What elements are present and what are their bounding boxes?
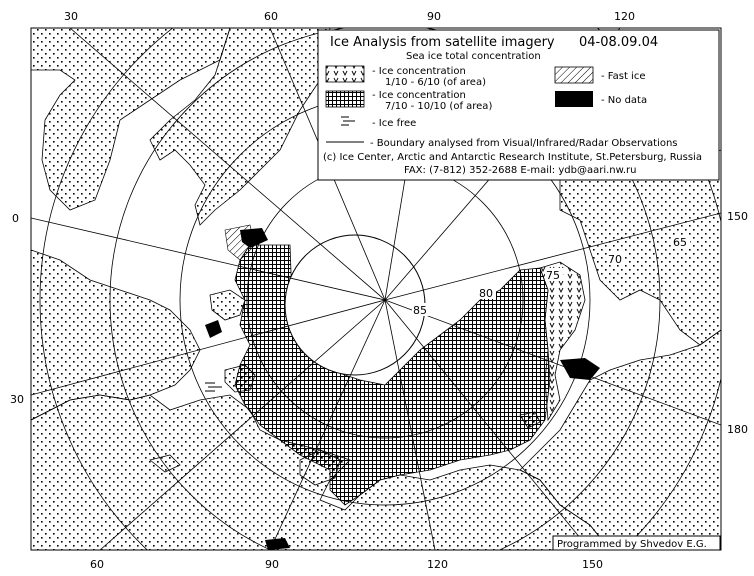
lon-top-30: 30 <box>64 10 78 23</box>
legend-contact: FAX: (7-812) 352-2688 E-mail: ydb@aari.nw.ru <box>404 165 637 176</box>
legend-fast-ice: - Fast ice <box>601 71 646 82</box>
legend-subtitle: Sea ice total concentration <box>406 51 541 62</box>
legend-swatch-fast-ice <box>555 67 593 83</box>
lon-left-30: 30 <box>10 393 24 406</box>
lon-top-120: 120 <box>614 10 635 23</box>
footer-credit: Programmed by Shvedov E.G. <box>557 539 707 550</box>
lat-label-85: 85 <box>413 304 427 317</box>
pole-circle <box>285 235 425 375</box>
legend-swatch-low <box>326 66 364 82</box>
lon-right-150: 150 <box>727 210 748 223</box>
legend-conc-low-line2: 1/10 - 6/10 (of area) <box>385 77 486 88</box>
legend <box>318 30 719 180</box>
lon-left-0: 0 <box>12 212 19 225</box>
lat-label-80: 80 <box>479 287 493 300</box>
lon-bottom-60: 60 <box>90 558 104 571</box>
lon-bottom-150: 150 <box>582 558 603 571</box>
legend-credit: (c) Ice Center, Arctic and Antarctic Research Institute, St.Petersburg, Russia <box>323 152 702 163</box>
legend-title: Ice Analysis from satellite imagery <box>330 35 555 50</box>
lon-right-180: 180 <box>727 423 748 436</box>
lat-label-65: 65 <box>673 236 687 249</box>
legend-no-data: - No data <box>601 95 648 106</box>
lon-bottom-120: 120 <box>427 558 448 571</box>
legend-conc-high-line2: 7/10 - 10/10 (of area) <box>385 101 493 112</box>
lat-label-70: 70 <box>608 253 622 266</box>
legend-ice-free: - Ice free <box>372 118 417 129</box>
footer <box>553 536 720 550</box>
legend-date: 04-08.09.04 <box>579 35 659 50</box>
lon-top-90: 90 <box>427 10 441 23</box>
legend-swatch-high <box>326 91 364 107</box>
lat-label-75: 75 <box>546 269 560 282</box>
lon-top-60: 60 <box>264 10 278 23</box>
legend-boundary: - Boundary analysed from Visual/Infrared/Radar Observations <box>370 138 678 149</box>
legend-conc-low-line1: - Ice concentration <box>372 66 466 77</box>
legend-conc-high-line1: - Ice concentration <box>372 90 466 101</box>
legend-swatch-no-data <box>555 91 593 107</box>
lon-bottom-90: 90 <box>265 558 279 571</box>
